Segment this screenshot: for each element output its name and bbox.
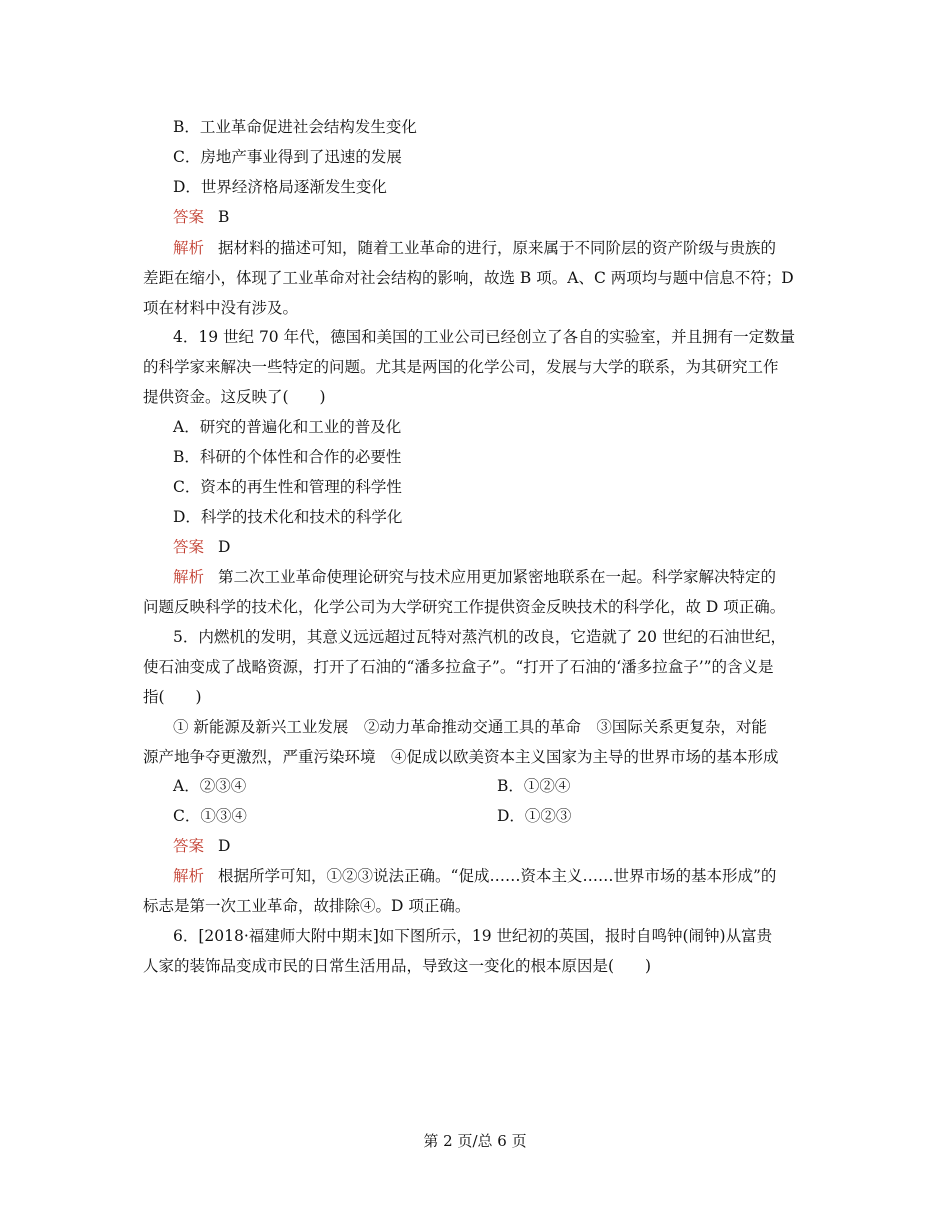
q5-analysis-line-2: 标志是第一次工业革命，故排除④。D 项正确。 — [143, 897, 471, 915]
q5-option-b: B．①②④ — [497, 777, 571, 795]
page-footer: 第 2 页/总 6 页 — [423, 1132, 527, 1150]
q4-option-d: D．科学的技术化和技术的科学化 — [173, 508, 403, 526]
answer-label: 答案 — [173, 208, 205, 226]
q5-option-a: A．②③④ — [173, 777, 247, 795]
q5-stem-line-3: 指( ) — [143, 688, 202, 706]
q3-option-c: C．房地产事业得到了迅速的发展 — [173, 148, 402, 166]
q3-analysis-line-1 — [173, 233, 843, 263]
q3-analysis-line-3: 项在材料中没有涉及。 — [143, 299, 299, 317]
q4-analysis-line-1 — [173, 562, 843, 592]
q6-stem-line-2: 人家的装饰品变成市民的日常生活用品，导致这一变化的根本原因是( ) — [143, 957, 652, 975]
q3-option-b: B．工业革命促进社会结构发生变化 — [173, 118, 417, 136]
answer-label: 答案 — [173, 538, 205, 556]
answer-value: D — [218, 837, 231, 855]
analysis-label: 解析 — [173, 239, 205, 257]
q5-answer — [173, 831, 843, 861]
q4-analysis-line-2: 问题反映科学的技术化，化学公司为大学研究工作提供资金反映技术的科学化，故 D 项正确。 — [143, 598, 786, 616]
analysis-text: 根据所学可知，①②③说法正确。“促成……资本主义……世界市场的基本形成”的 — [218, 867, 777, 885]
answer-label: 答案 — [173, 837, 205, 855]
analysis-text: 第二次工业革命使理论研究与技术应用更加紧密地联系在一起。科学家解决特定的 — [218, 568, 777, 586]
q4-stem-line-1: 4．19 世纪 70 年代，德国和美国的工业公司已经创立了各自的实验室，并且拥有一定数量 — [173, 328, 796, 346]
q4-stem-line-2: 的科学家来解决一些特定的问题。尤其是两国的化学公司，发展与大学的联系，为其研究工作 — [143, 358, 779, 376]
q5-items-line-2: 源产地争夺更激烈，严重污染环境 ④促成以欧美资本主义国家为主导的世界市场的基本形成 — [143, 748, 779, 766]
analysis-text: 据材料的描述可知，随着工业革命的进行，原来属于不同阶层的资产阶级与贵族的 — [218, 239, 777, 257]
q6-stem-line-1: 6．[2018·福建师大附中期末]如下图所示，19 世纪初的英国，报时自鸣钟(闹钟)从富贵 — [173, 927, 773, 945]
q5-analysis-line-1 — [173, 861, 843, 891]
q4-stem-line-3: 提供资金。这反映了( ) — [143, 388, 326, 406]
q3-answer — [173, 202, 843, 232]
q5-option-d: D．①②③ — [497, 807, 572, 825]
q4-answer — [173, 532, 843, 562]
q5-stem-line-1: 5．内燃机的发明，其意义远远超过瓦特对蒸汽机的改良，它造就了 20 世纪的石油世纪， — [173, 628, 786, 646]
q5-option-c: C．①③④ — [173, 807, 247, 825]
q3-analysis-line-2: 差距在缩小，体现了工业革命对社会结构的影响，故选 B 项。A、C 两项均与题中信息不符；D — [143, 269, 794, 287]
q5-items-line-1: ① 新能源及新兴工业发展 ②动力革命推动交通工具的革命 ③国际关系更复杂，对能 — [173, 718, 767, 736]
analysis-label: 解析 — [173, 867, 205, 885]
analysis-label: 解析 — [173, 568, 205, 586]
q3-option-d: D．世界经济格局逐渐发生变化 — [173, 178, 387, 196]
q5-stem-line-2: 使石油变成了战略资源，打开了石油的“潘多拉盒子”。“打开了石油的‘潘多拉盒子’”的含义是 — [143, 658, 774, 676]
answer-value: B — [218, 208, 230, 226]
q4-option-c: C．资本的再生性和管理的科学性 — [173, 478, 402, 496]
q4-option-a: A．研究的普遍化和工业的普及化 — [173, 418, 402, 436]
q4-option-b: B．科研的个体性和合作的必要性 — [173, 448, 402, 466]
answer-value: D — [218, 538, 231, 556]
